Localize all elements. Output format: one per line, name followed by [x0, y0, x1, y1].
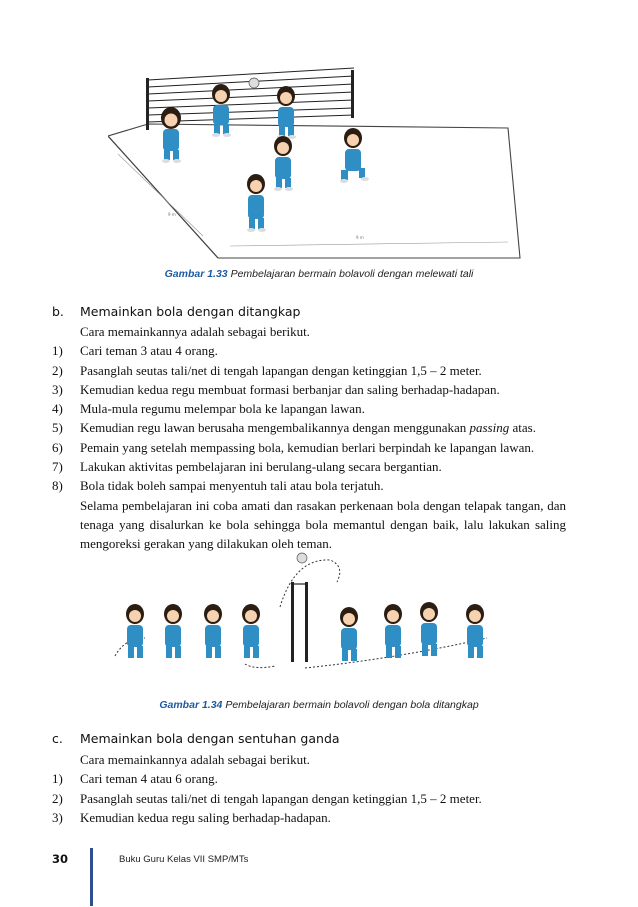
list-item: 2) Pasanglah seutas tali/net di tengah lapangan dengan ketinggian 1,5 – 2 meter.: [52, 362, 482, 378]
figure-1-caption-number: Gambar 1.33: [164, 268, 228, 280]
section-c-title: Memainkan bola dengan sentuhan ganda: [80, 731, 340, 746]
dimension-left-label: 9 m: [168, 212, 176, 217]
figure-court-illustration: [108, 58, 538, 263]
catch-svg: [105, 552, 515, 677]
player-1-icon: [161, 107, 181, 163]
term-passing: passing: [469, 420, 510, 436]
player-2-icon: [212, 84, 231, 137]
footer-book-title: Buku Guru Kelas VII SMP/MTs: [119, 854, 249, 865]
player-6-icon: [247, 174, 266, 232]
player-4-icon: [274, 136, 293, 191]
list-item: 4) Mula-mula regumu melempar bola ke lapangan lawan.: [52, 401, 365, 417]
player-right-2-icon: [384, 604, 402, 658]
player-left-3-icon: [204, 604, 222, 658]
page-number: 30: [52, 852, 69, 866]
list-item: 7) Lakukan aktivitas pembelajaran ini berulang-ulang secara bergantian.: [52, 459, 442, 475]
player-left-4-icon: [242, 604, 260, 658]
list-item: 1) Cari teman 4 atau 6 orang.: [52, 771, 218, 787]
player-right-3-icon: [420, 602, 438, 656]
player-5-icon: [340, 128, 369, 183]
section-b-steps: [52, 341, 566, 495]
court-svg: [108, 58, 538, 263]
list-item: 6) Pemain yang setelah mempassing bola, kemudian berlari berpindah ke lapangan lawan.: [52, 439, 535, 455]
list-item: 3) Kemudian kedua regu saling berhadap-hadapan.: [52, 809, 331, 825]
ball-icon: [297, 553, 307, 563]
section-c-letter: c.: [52, 731, 63, 746]
dimension-bottom-label: 9 m: [356, 235, 364, 240]
section-b-intro: Cara memainkannya adalah sebagai berikut.: [80, 324, 310, 339]
section-c-intro: Cara memainkannya adalah sebagai berikut.: [80, 752, 310, 767]
list-item: 3) Kemudian kedua regu membuat formasi berbanjar dan saling berhadap-hadapan.: [52, 381, 500, 397]
player-left-1-icon: [126, 604, 144, 658]
player-left-2-icon: [164, 604, 182, 658]
section-c-heading: [52, 731, 340, 746]
section-b-paragraph: Selama pembelajaran ini coba amati dan rasakan perkenaan bola dengan telapak tangan, dan tenaga yang disalurkan ke bola sehingga bola memantul dengan baik, lalu lakukan saling mengoreksi gerakan yang dilakukan oleh teman.: [80, 497, 566, 552]
ball-icon: [249, 78, 259, 88]
list-item: 5) Kemudian regu lawan berusaha mengembalikannya dengan menggunakan passing atas.: [52, 420, 536, 436]
list-item: 8) Bola tidak boleh sampai menyentuh tali atau bola terjatuh.: [52, 478, 384, 494]
section-b-letter: b.: [52, 304, 64, 319]
list-item: 1) Cari teman 3 atau 4 orang.: [52, 343, 218, 359]
section-c-body: [52, 750, 566, 827]
figure-2-caption-text: Pembelajaran bermain bolavoli dengan bola ditangkap: [225, 699, 479, 711]
figure-2-caption: [0, 699, 638, 711]
figure-1-caption-text: Pembelajaran bermain bolavoli dengan melewati tali: [230, 268, 474, 280]
figure-1-caption: [0, 268, 638, 280]
figure-catch-illustration: [105, 552, 515, 677]
player-right-1-icon: [340, 607, 358, 661]
player-3-icon: [277, 86, 296, 139]
player-right-4-icon: [466, 604, 484, 658]
section-b-heading: [52, 304, 300, 319]
section-b-title: Memainkan bola dengan ditangkap: [80, 304, 301, 319]
figure-2-caption-number: Gambar 1.34: [159, 699, 223, 711]
list-item: 2) Pasanglah seutas tali/net di tengah lapangan dengan ketinggian 1,5 – 2 meter.: [52, 790, 482, 806]
footer-divider: [90, 848, 93, 906]
section-b-body: [52, 322, 566, 554]
